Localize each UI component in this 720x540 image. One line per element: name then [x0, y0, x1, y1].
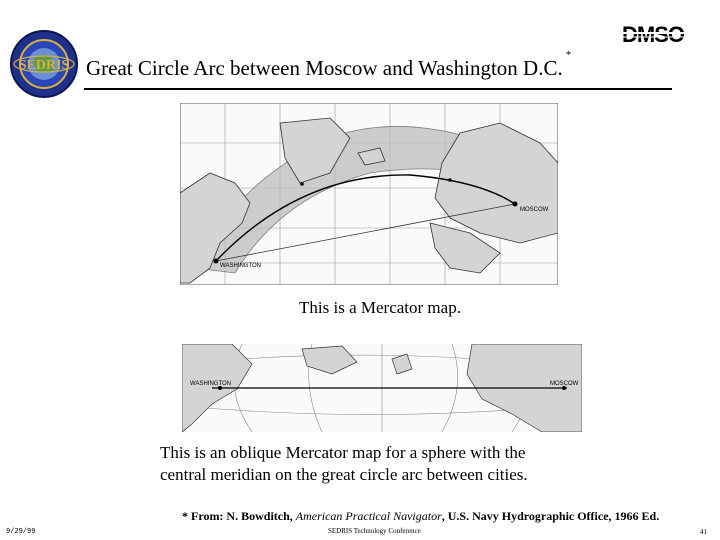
- source-citation: * From: N. Bowditch, American Practical Navigator, U.S. Navy Hydrographic Office, 1966 Ed.: [182, 509, 660, 523]
- oblique-caption: [160, 442, 640, 486]
- title-footnote-mark: *: [565, 49, 572, 61]
- washington-label: WASHINGTON: [220, 263, 262, 269]
- svg-text:DMSO: DMSO: [622, 22, 684, 47]
- oblique-caption-line-2: central meridian on the great circle arc between cities.: [160, 465, 528, 484]
- sedris-seal-logo: [8, 22, 80, 102]
- book-title: American Practical Navigator: [295, 509, 442, 523]
- svg-text:SEDRIS: SEDRIS: [18, 58, 70, 73]
- oblique-mercator-map: [182, 344, 582, 432]
- dmso-logo: [604, 20, 702, 48]
- footer-date: 9/29/99: [6, 528, 36, 536]
- oblique-caption-line-1: This is an oblique Mercator map for a sphere with the: [160, 443, 526, 462]
- slide-title: Great Circle Arc between Moscow and Washington D.C.*: [86, 49, 572, 80]
- washington-label-2: WASHINGTON: [190, 381, 232, 387]
- mercator-caption: This is a Mercator map.: [299, 298, 461, 317]
- page-number: 41: [700, 528, 707, 536]
- moscow-label-2: MOSCOW: [550, 381, 579, 387]
- footer-conference: SEDRIS Technology Conference: [328, 527, 421, 535]
- mercator-map: [180, 103, 558, 285]
- title-divider: [84, 88, 672, 90]
- moscow-label: MOSCOW: [520, 207, 549, 213]
